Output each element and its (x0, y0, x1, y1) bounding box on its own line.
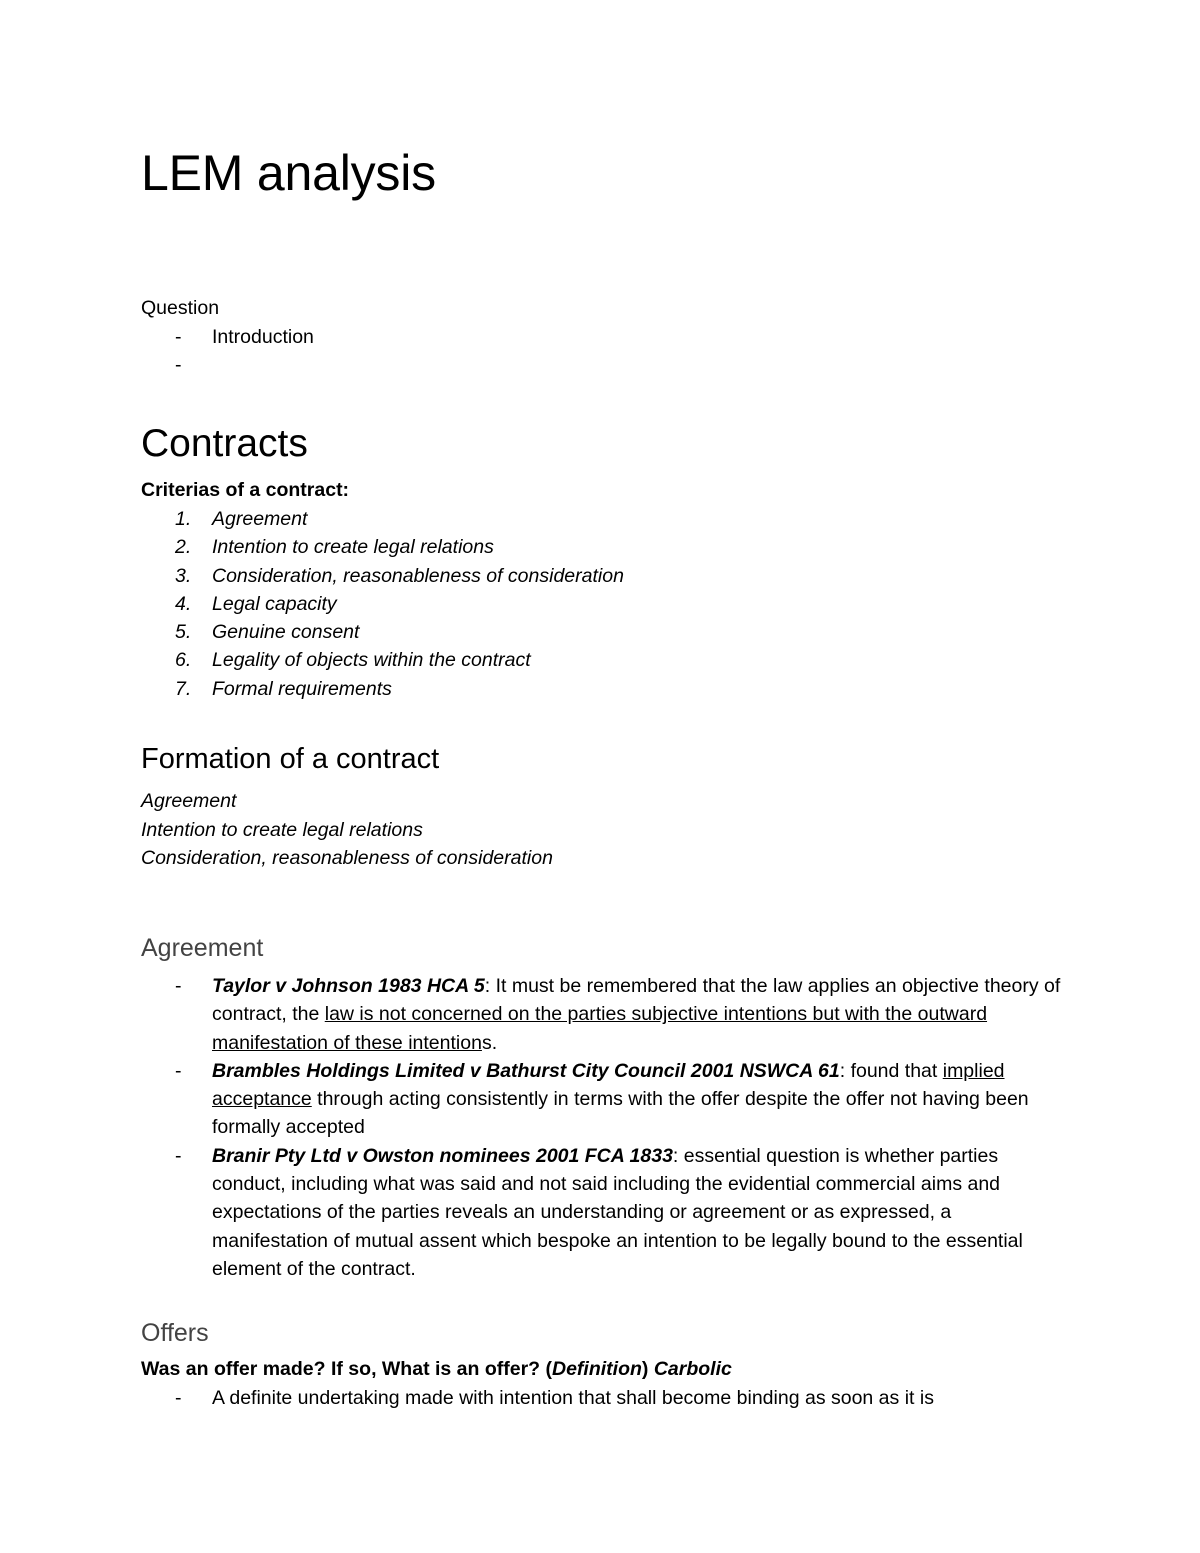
list-number: 4. (175, 592, 192, 615)
list-item (141, 618, 1101, 646)
offers-heading: Offers (141, 1319, 209, 1347)
list-number: 2. (175, 536, 192, 559)
list-item-text: Introduction (212, 326, 314, 348)
criteria-list (141, 505, 1101, 703)
agreement-case-list (141, 972, 1061, 1283)
case-text-tail: s. (481, 1031, 498, 1054)
bullet-marker: - (175, 326, 182, 348)
case-underlined-text: implied acceptance (212, 1059, 1005, 1111)
offers-question-part: ) (641, 1358, 654, 1380)
case-text: : found that (839, 1059, 943, 1082)
formation-line: Agreement (141, 790, 237, 812)
list-item (141, 1384, 1101, 1412)
list-item (141, 323, 1101, 351)
list-item-text: Agreement (212, 508, 308, 530)
contracts-heading: Contracts (141, 422, 308, 465)
case-text: : essential question is whether parties conduct, including what was said and not said including the evidential commercial aims and expectations of the parties reveals an understanding or agreement or as expressed, a manifestation of mutual assent which bespoke an intention to be legally bound to the essential element of the contract. (212, 1144, 1023, 1280)
list-item (141, 646, 1101, 674)
question-label: Question (141, 297, 220, 319)
formation-line: Intention to create legal relations (141, 819, 423, 841)
list-number: 7. (175, 677, 192, 700)
list-item-text: Legality of objects within the contract (212, 649, 531, 672)
page-title: LEM analysis (141, 145, 436, 201)
list-item (141, 562, 1101, 590)
case-name: Brambles Holdings Limited v Bathurst City Council 2001 NSWCA 61 (212, 1059, 840, 1082)
list-number: 5. (175, 621, 192, 644)
bullet-marker: - (175, 975, 182, 997)
list-item-text: Formal requirements (212, 677, 392, 700)
bullet-marker: - (175, 1144, 182, 1167)
formation-line: Consideration, reasonableness of consideration (141, 847, 553, 869)
offers-bullet-list (141, 1384, 1101, 1412)
offers-question-part: Was an offer made? If so, What is an offer? ( (141, 1358, 552, 1380)
bullet-marker: - (175, 1059, 182, 1082)
list-item (141, 1057, 1061, 1142)
list-item (141, 972, 1061, 1057)
list-item-text: Intention to create legal relations (212, 536, 494, 559)
bullet-marker: - (175, 354, 182, 377)
list-item (141, 505, 1101, 533)
case-text: : It must be remembered that the law applies an objective theory of contract, the (212, 975, 1061, 1026)
agreement-heading: Agreement (141, 934, 264, 962)
list-number: 1. (175, 508, 192, 530)
list-item-text: Consideration, reasonableness of consideration (212, 564, 624, 587)
case-text-tail: through acting consistently in terms with the offer despite the offer not having been formally accepted (212, 1088, 1029, 1139)
list-item (141, 533, 1101, 561)
list-item-text: Legal capacity (212, 592, 337, 615)
offers-question-carbolic: Carbolic (653, 1358, 732, 1380)
case-underlined-text: law is not concerned on the parties subjective intentions but with the outward manifestation of these intention (212, 1003, 988, 1054)
list-item (141, 1142, 1061, 1283)
list-item (141, 675, 1101, 703)
list-number: 3. (175, 564, 192, 587)
question-bullet-list (141, 323, 1101, 377)
case-name: Branir Pty Ltd v Owston nominees 2001 FCA 1833 (212, 1144, 673, 1167)
criteria-label: Criterias of a contract: (141, 479, 350, 501)
list-item (141, 590, 1101, 618)
case-name: Taylor v Johnson 1983 HCA 5 (212, 975, 485, 997)
list-item-text: Genuine consent (212, 621, 360, 644)
bullet-marker: - (175, 1387, 182, 1409)
offers-question (141, 1355, 732, 1383)
list-item-text: A definite undertaking made with intention that shall become binding as soon as it is (212, 1387, 934, 1409)
formation-heading: Formation of a contract (141, 743, 440, 775)
list-number: 6. (175, 649, 192, 672)
offers-question-definition: Definition (552, 1358, 642, 1380)
